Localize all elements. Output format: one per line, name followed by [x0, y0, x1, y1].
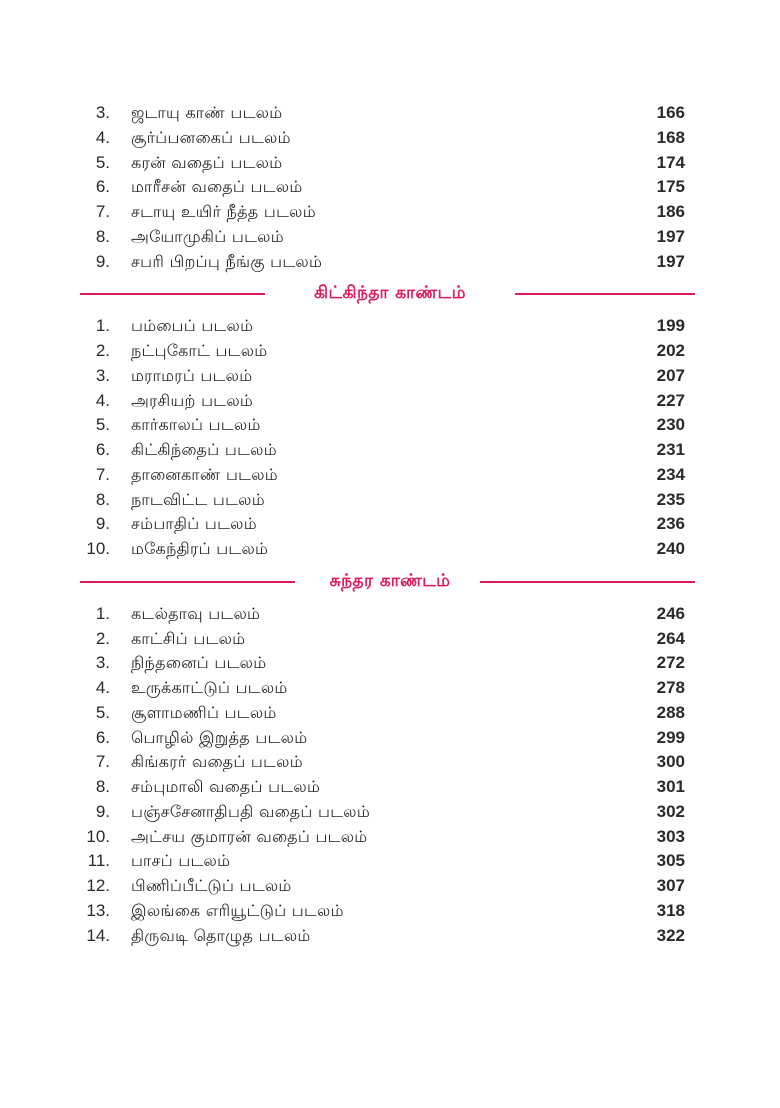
toc-entry[interactable]: [0, 151, 780, 176]
toc-entry[interactable]: [0, 200, 780, 225]
entry-number: 6.: [95, 177, 110, 197]
toc-entry[interactable]: [0, 849, 780, 874]
entry-page-number: 301: [656, 777, 685, 796]
toc-entry[interactable]: [0, 250, 780, 275]
toc-entry[interactable]: [0, 339, 780, 364]
toc-entry[interactable]: [0, 512, 780, 537]
entry-title: சபரி பிறப்பு நீங்கு படலம்: [131, 251, 323, 271]
entry-title: உருக்காட்டுப் படலம்: [131, 678, 288, 697]
entry-title: பிணிப்பீட்டுப் படலம்: [131, 876, 292, 895]
entry-number: 6.: [95, 440, 110, 459]
entry-number: 7.: [95, 202, 110, 221]
toc-entry[interactable]: [0, 874, 780, 899]
toc-entry[interactable]: [0, 175, 780, 200]
entry-number: 8.: [95, 489, 110, 509]
entry-page-number: 236: [656, 514, 685, 534]
toc-entry[interactable]: [0, 800, 780, 825]
entry-title: தானைகாண் படலம்: [131, 464, 278, 484]
entry-page-number: 288: [656, 702, 685, 722]
toc-entry[interactable]: [0, 438, 780, 463]
entry-title: சூளாமணிப் படலம்: [131, 702, 277, 722]
entry-page-number: 230: [656, 415, 685, 435]
entry-page-number: 197: [656, 226, 685, 246]
entry-title: கிட்கிந்தைப் படலம்: [131, 440, 277, 459]
entry-title: நாடவிட்ட படலம்: [131, 489, 265, 509]
entry-page-number: 202: [656, 341, 685, 360]
entry-number: 9.: [95, 251, 110, 271]
toc-section-kishkindha: [0, 314, 780, 562]
entry-page-number: 278: [656, 678, 685, 697]
toc-entry[interactable]: [0, 750, 780, 775]
entry-number: 5.: [95, 152, 110, 172]
entry-page-number: 197: [656, 251, 685, 271]
entry-title: சம்புமாலி வதைப் படலம்: [131, 777, 321, 796]
toc-entry[interactable]: [0, 389, 780, 414]
toc-entry[interactable]: [0, 627, 780, 652]
entry-title: இலங்கை எரியூட்டுப் படலம்: [131, 900, 344, 920]
entry-title: மராமரப் படலம்: [131, 365, 253, 385]
header-rule-right: [480, 581, 695, 583]
entry-title: சடாயு உயிர் நீத்த படலம்: [131, 202, 316, 221]
entry-number: 9.: [95, 514, 110, 534]
section-header-kishkindha: [0, 274, 780, 314]
entry-title: சூர்ப்பனகைப் படலம்: [131, 127, 291, 147]
entry-title: மாரீசன் வதைப் படலம்: [131, 177, 303, 197]
entry-number: 12.: [86, 876, 110, 895]
entry-page-number: 174: [656, 152, 685, 172]
entry-title: திருவடி தொழுத படலம்: [131, 925, 311, 945]
entry-number: 4.: [95, 678, 110, 697]
toc-entry[interactable]: [0, 825, 780, 850]
toc-entry[interactable]: [0, 314, 780, 339]
toc-entry[interactable]: [0, 537, 780, 562]
entry-number: 7.: [95, 752, 110, 772]
entry-page-number: 240: [656, 539, 685, 558]
entry-number: 9.: [95, 801, 110, 821]
entry-title: பம்பைப் படலம்: [131, 316, 254, 336]
toc-entry[interactable]: [0, 726, 780, 751]
entry-page-number: 207: [656, 365, 685, 385]
toc-entry[interactable]: [0, 602, 780, 627]
toc-entry[interactable]: [0, 364, 780, 389]
toc-section-sundara: [0, 602, 780, 949]
section-title: கிட்கிந்தா காண்டம்: [308, 283, 472, 303]
entry-title: பஞ்சசேனாதிபதி வதைப் படலம்: [131, 801, 371, 821]
entry-number: 8.: [95, 777, 110, 796]
entry-page-number: 299: [656, 727, 685, 747]
entry-page-number: 166: [656, 103, 685, 122]
entry-number: 10.: [86, 539, 110, 558]
entry-page-number: 231: [656, 440, 685, 459]
entry-number: 10.: [86, 826, 110, 846]
entry-page-number: 318: [656, 900, 685, 920]
toc-entry[interactable]: [0, 701, 780, 726]
toc-entry[interactable]: [0, 463, 780, 488]
entry-page-number: 199: [656, 316, 685, 336]
entry-title: சம்பாதிப் படலம்: [131, 514, 257, 534]
entry-number: 4.: [95, 127, 110, 147]
entry-title: அயோமுகிப் படலம்: [131, 226, 284, 246]
entry-page-number: 305: [656, 851, 685, 871]
entry-number: 6.: [95, 727, 110, 747]
table-of-contents: [0, 101, 780, 948]
entry-page-number: 175: [656, 177, 685, 197]
section-header-sundara: [0, 562, 780, 602]
entry-title: நிந்தனைப் படலம்: [131, 653, 267, 673]
toc-entry[interactable]: [0, 101, 780, 126]
entry-page-number: 227: [656, 390, 685, 410]
entry-number: 1.: [95, 603, 110, 623]
toc-entry[interactable]: [0, 676, 780, 701]
entry-title: ஜடாயு காண் படலம்: [131, 103, 283, 122]
toc-entry[interactable]: [0, 924, 780, 949]
toc-entry[interactable]: [0, 651, 780, 676]
entry-page-number: 272: [656, 653, 685, 673]
toc-entry[interactable]: [0, 775, 780, 800]
entry-number: 8.: [95, 226, 110, 246]
entry-page-number: 303: [656, 826, 685, 846]
section-title: சுந்தர காண்டம்: [324, 571, 457, 591]
entry-title: அரசியற் படலம்: [131, 390, 254, 410]
entry-title: மகேந்திரப் படலம்: [131, 539, 269, 558]
entry-number: 2.: [95, 341, 110, 360]
entry-title: கரன் வதைப் படலம்: [131, 152, 283, 172]
entry-title: பொழில் இறுத்த படலம்: [131, 727, 308, 747]
entry-number: 7.: [95, 464, 110, 484]
entry-number: 11.: [87, 851, 110, 871]
entry-title: அட்சய குமாரன் வதைப் படலம்: [131, 826, 368, 846]
header-rule-right: [515, 293, 695, 295]
entry-title: கடல்தாவு படலம்: [131, 603, 261, 623]
entry-page-number: 322: [656, 925, 685, 945]
toc-entry[interactable]: [0, 488, 780, 513]
entry-title: நட்புகோட் படலம்: [131, 341, 268, 360]
entry-number: 2.: [95, 628, 110, 648]
entry-page-number: 264: [656, 628, 685, 648]
entry-number: 5.: [95, 702, 110, 722]
entry-page-number: 246: [656, 603, 685, 623]
entry-number: 1.: [95, 316, 110, 336]
entry-page-number: 307: [656, 876, 685, 895]
toc-entry[interactable]: [0, 225, 780, 250]
entry-number: 3.: [95, 103, 110, 122]
entry-number: 13.: [86, 900, 110, 920]
entry-title: கிங்கரர் வதைப் படலம்: [131, 752, 303, 772]
entry-number: 14.: [86, 925, 110, 945]
toc-section-continued: [0, 101, 780, 274]
toc-entry[interactable]: [0, 413, 780, 438]
entry-page-number: 235: [656, 489, 685, 509]
toc-entry[interactable]: [0, 899, 780, 924]
entry-page-number: 168: [656, 127, 685, 147]
entry-page-number: 302: [656, 801, 685, 821]
entry-number: 5.: [95, 415, 110, 435]
entry-page-number: 300: [656, 752, 685, 772]
entry-page-number: 234: [656, 464, 685, 484]
entry-title: பாசப் படலம்: [131, 851, 231, 871]
entry-title: கார்காலப் படலம்: [131, 415, 261, 435]
entry-title: காட்சிப் படலம்: [131, 628, 246, 648]
entry-number: 4.: [95, 390, 110, 410]
entry-number: 3.: [95, 653, 110, 673]
entry-number: 3.: [95, 365, 110, 385]
toc-entry[interactable]: [0, 126, 780, 151]
entry-page-number: 186: [656, 202, 685, 221]
